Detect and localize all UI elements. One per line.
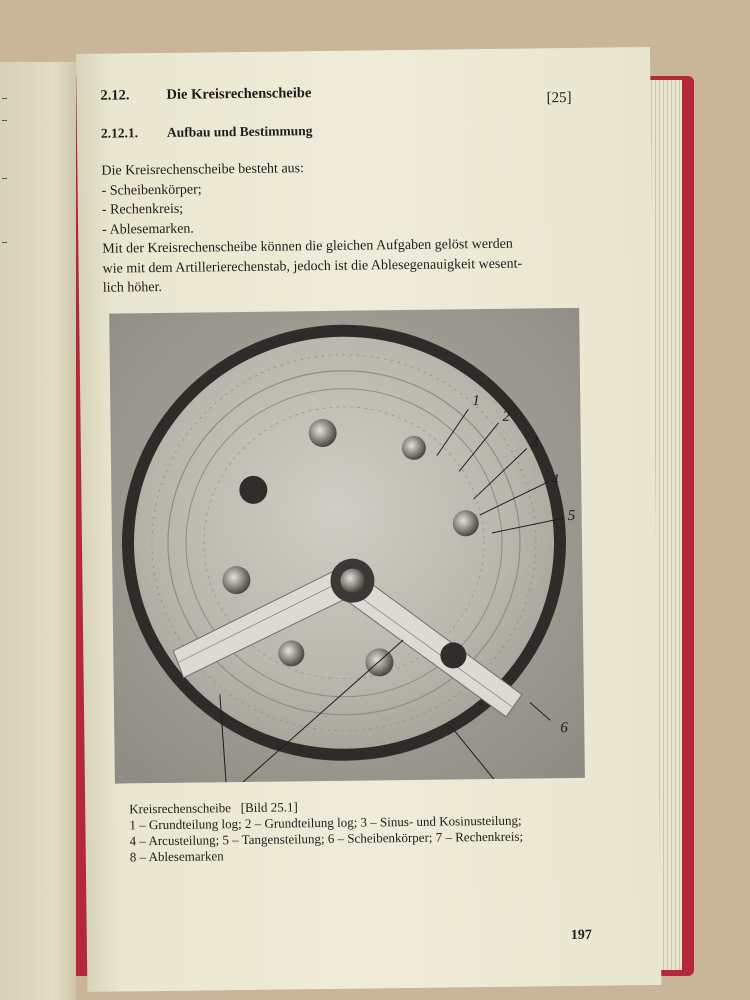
chapter-title: Die Kreisrechenscheibe: [166, 85, 312, 103]
list-item: - Rechenkreis;: [101, 201, 184, 218]
paragraph-line: lich höher.: [102, 279, 163, 296]
callout-5: 5: [567, 507, 576, 525]
callout-4: 4: [551, 472, 559, 489]
list-item: - Ablesemarken.: [102, 221, 194, 238]
caption-line: 4 – Arcusteilung; 5 – Tangensteilung; 6 – Scheibenkörper; 7 – Rechenkreis;: [129, 828, 524, 849]
section-number: 2.12.1.: [100, 125, 139, 141]
list-item: - Scheibenkörper;: [101, 181, 202, 199]
callout-1: 1: [472, 393, 480, 410]
paragraph-line: Mit der Kreisrechenscheibe können die gleichen Aufgaben gelöst werden: [102, 236, 513, 257]
caption-line: 1 – Grundteilung log; 2 – Grundteilung log; 3 – Sinus- und Kosinusteilung;: [129, 812, 522, 833]
page-number: 197: [570, 927, 592, 944]
disc-illustration: [109, 308, 585, 784]
chapter-number: 2.12.: [100, 87, 130, 104]
paragraph-line: wie mit dem Artillerierechenstab, jedoch ist die Ablesegenauigkeit wesent-: [102, 256, 523, 277]
caption-line: 8 – Ablesemarken: [129, 848, 224, 865]
chapter-heading: [100, 85, 311, 105]
callout-3: 3: [530, 434, 539, 451]
disc-photo: [109, 308, 585, 784]
page-reference: [25]: [546, 89, 572, 107]
figure-caption: [129, 796, 590, 866]
section-title: Aufbau und Bestimmung: [166, 123, 313, 140]
intro-line: Die Kreisrechenscheibe besteht aus:: [101, 161, 305, 179]
caption-ref: [Bild 25.1]: [240, 799, 298, 816]
body-text: [101, 156, 558, 298]
callout-2: 2: [502, 408, 511, 425]
section-heading: [101, 123, 313, 142]
caption-title: Kreisrechenscheibe: [129, 800, 232, 817]
left-page: [0, 62, 76, 1000]
callout-6: 6: [560, 720, 568, 737]
book-page: [76, 47, 661, 992]
